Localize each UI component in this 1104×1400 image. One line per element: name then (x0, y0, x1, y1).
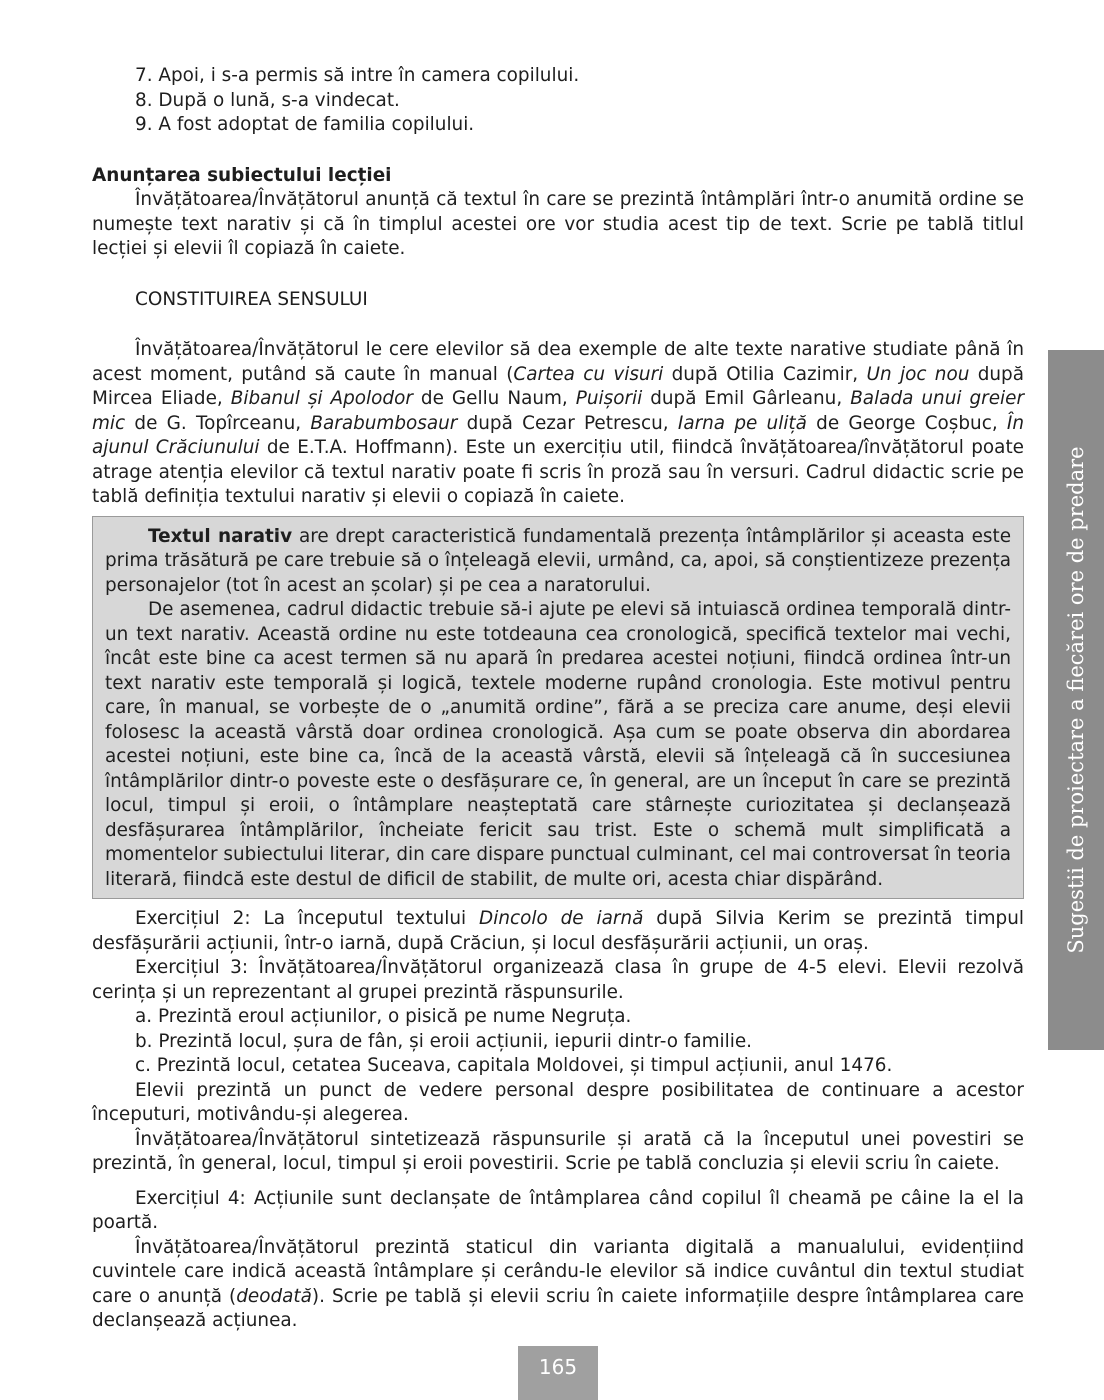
definition-paragraph: Textul narativ are drept caracteristică fundamentală prezența întâmplărilor și aceasta este prima trăsătură pe care trebuie să o înțeleagă elevii, urmând, ca, apoi, să conștientizeze prezența personajelor (tot în acest an școlar) și pe cea a naratorului. (105, 525, 1012, 596)
exercise-3-item: a. Prezintă eroul acțiunilor, o pisică pe nume Negruța. (135, 1006, 632, 1027)
exercise-4: Exercițiul 4: Acțiunile sunt declanșate de întâmplarea când copilul îl cheamă pe câine la el la poartă. (92, 1187, 1024, 1233)
section-heading: Anunțarea subiectului lecției (92, 164, 392, 186)
side-tab-label: Sugestii de proiectare a fiecărei ore de predare (1064, 446, 1088, 954)
definition-term: Textul narativ (148, 525, 293, 547)
definition-paragraph: De asemenea, cadrul didactic trebuie să-i ajute pe elevi să intuiască ordinea temporală dintr-un text narativ. Această ordine nu este totdeauna cea cronologică, specifică textelor mai vechi, încât este bine ca acest termen să nu apară în predarea acestei noțiuni, fiindcă ordinea într-un text narativ este temporală și logică, textele moderne rupând cronologia. Este motivul pentru care, în manual, se vorbește de o „anumită ordine”, fără a se preciza care anume, deși elevii folosesc la această vârstă doar ordinea cronologică. Așa cum se poate observa din abordarea acestei noțiuni, este bine ca, încă de la această vârstă, elevii să înțeleagă că în succesiunea întâmplărilor dintr-o poveste este o desfășurare ce, în general, are un început în care se prezintă locul, timpul și eroii, o întâmplare neașteptată care stârnește curiozitatea și declanșează desfășurarea întâmplărilor, încheiate fericit sau trist. Este o schemă mult simplificată a momentelor subiectului literar, din care dispare punctual culminant, cel mai controversat în teoria literară, fiindcă este destul de dificil de stabilit, de multe ori, acesta chiar dispărând. (105, 599, 1011, 890)
paragraph-sinteza: Învățătoarea/Învățătorul sintetizează răspunsurile și arată că la începutul unei povestiri se prezintă, în general, locul, timpul și eroii povestirii. Scrie pe tablă concluzia și elevii scriu în caiete. (92, 1128, 1024, 1174)
section-title: CONSTITUIREA SENSULUI (135, 288, 368, 310)
definition-box (92, 516, 1024, 900)
exercise-3-item: c. Prezintă locul, cetatea Suceava, capitala Moldovei, și timpul acțiunii, anul 1476. (135, 1055, 893, 1076)
side-tab (1048, 350, 1104, 1050)
exercise-3: Exercițiul 3: Învățătoarea/Învățătorul organizează clasa în grupe de 4-5 elevi. Elevii rezolvă cerința și un reprezentant al grupei prezintă răspunsurile. (92, 957, 1024, 1003)
page-content (92, 64, 1024, 1334)
list-item: 7. Apoi, i s-a permis să intre în camera copilului. (135, 65, 580, 86)
exercise-2: Exercițiul 2: La începutul textului Dincolo de iarnă după Silvia Kerim se prezintă timpul desfășurării acțiunii, într-o iarnă, după Crăciun, și locul desfășurării acțiunii, un oraș. (92, 908, 1024, 954)
paragraph-anuntare: Învățătoarea/Învățătorul anunță că textul în care se prezintă întâmplări într-o anumită ordine se numește text narativ și că în timplul acestei ore vor studia acest tip de text. Scrie pe tablă titlul lecției și elevii îl copiază în caiete. (92, 189, 1024, 259)
paragraph-elevi: Elevii prezintă un punct de vedere personal despre posibilitatea de continuare a acestor începuturi, motivându-și alegerea. (92, 1079, 1024, 1125)
exercise-3-item: b. Prezintă locul, șura de fân, și eroii acțiunii, iepurii dintr-o familie. (135, 1030, 753, 1052)
list-item: 8. După o lună, s-a vindecat. (135, 89, 400, 111)
paragraph-constituirea: Învățătoarea/Învățătorul le cere elevilor să dea exemple de alte texte narative studiate până în acest moment, putând să caute în manual (Cartea cu visuri după Otilia Cazimir, Un joc nou după Mircea Eliade, Bibanul și Apolodor de Gellu Naum, Puișorii după Emil Gârleanu, Balada unui greier mic de G. Topîrceanu, Barabumbosaur după Cezar Petrescu, Iarna pe uliță de George Coșbuc, În ajunul Crăciunului de E.T.A. Hoffmann). Este un exercițiu util, fiindcă învățătoarea/învățătorul poate atrage atenția elevilor că textul narativ poate fi scris în proză sau în versuri. Cadrul didactic scrie pe tablă definiția textului narativ și elevii o copiază în caiete. (92, 339, 1025, 507)
page-number: 165 (518, 1346, 598, 1400)
list-item: 9. A fost adoptat de familia copilului. (135, 114, 475, 135)
paragraph-staticul: Învățătoarea/Învățătorul prezintă staticul din varianta digitală a manualului, evidențiind cuvintele care indică această întâmplare și cerându-le elevilor să indice cuvântul din textul studiat care o anunță (deodată). Scrie pe tablă și elevii scriu în caiete informațiile despre întâmplarea care declanșează acțiunea. (92, 1236, 1024, 1331)
